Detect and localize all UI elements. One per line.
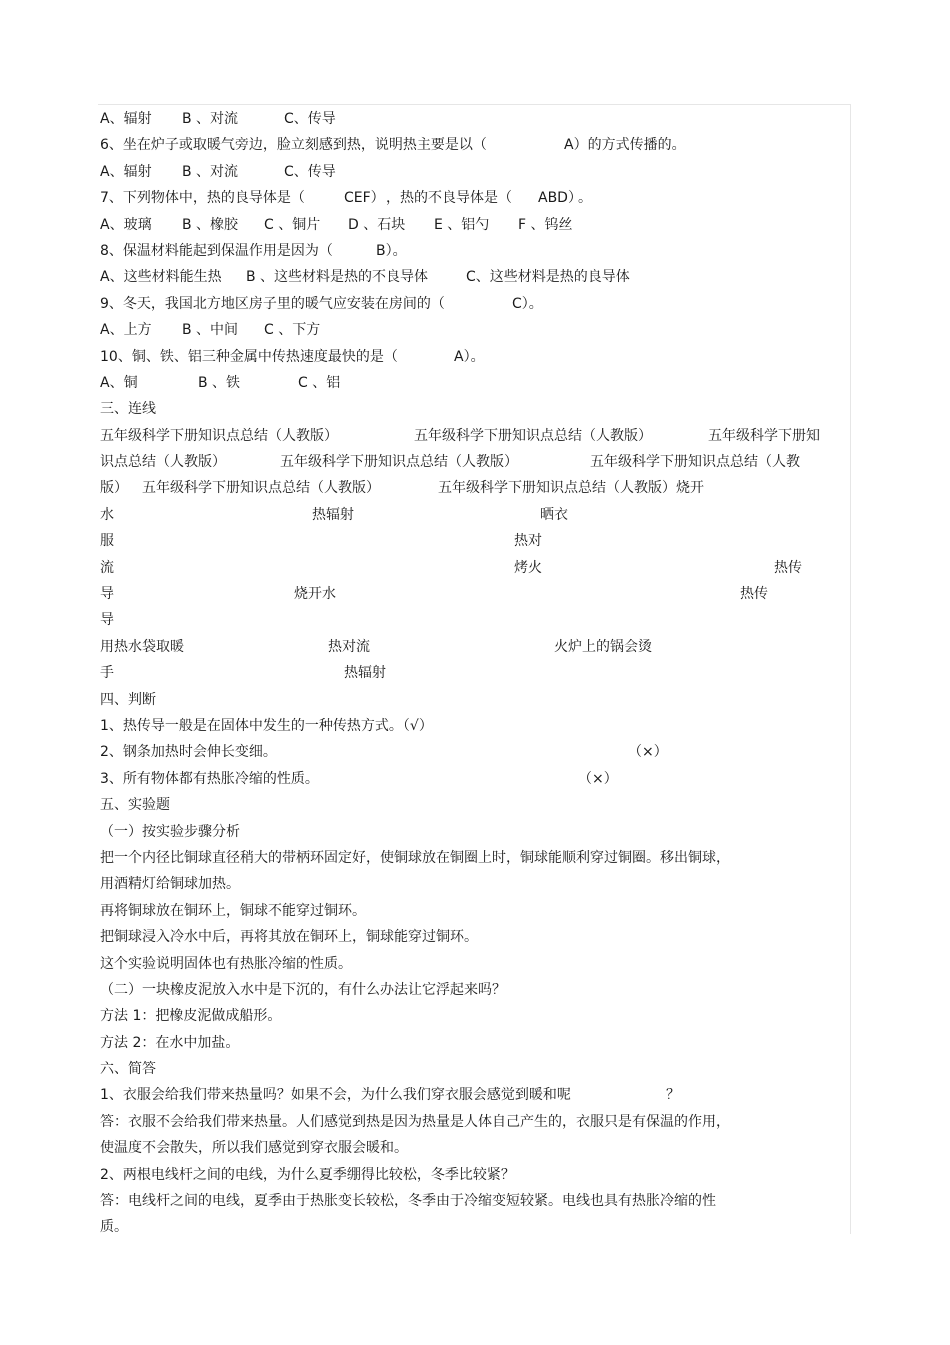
section-heading-short-answer: 六、简答 bbox=[100, 1061, 156, 1078]
short-answer-question-2: 2、两根电线杆之间的电线，为什么夏季绷得比较松，冬季比较紧？ bbox=[100, 1166, 515, 1183]
experiment-1-heading: （一）按实验步骤分析 bbox=[100, 823, 240, 840]
question-8: 8、保温材料能起到保温作用是因为（ B）。 bbox=[100, 242, 407, 259]
paragraph-line: 这个实验说明固体也有热胀冷缩的性质。 bbox=[100, 955, 352, 972]
matching-row-7: 手 热辐射 bbox=[100, 665, 386, 682]
options-q6: A、辐射 B 、对流 C、传导 bbox=[100, 163, 336, 180]
page-frame-right bbox=[850, 104, 851, 1234]
matching-row-6: 用热水袋取暖 热对流 火炉上的锅会烫 bbox=[100, 638, 652, 655]
options-q10: A、铜 B 、铁 C 、铝 bbox=[100, 374, 341, 391]
paragraph-line: 把铜球浸入冷水中后，再将其放在铜环上，铜球能穿过铜环。 bbox=[100, 929, 478, 946]
question-9: 9、冬天，我国北方地区房子里的暖气应安装在房间的（ C）。 bbox=[100, 295, 543, 312]
paragraph-line: 质。 bbox=[100, 1219, 128, 1236]
question-7: 7、下列物体中，热的良导体是（ CEF） ，热的不良导体是（ ABD） 。 bbox=[100, 190, 592, 207]
matching-row-5: 导 bbox=[100, 612, 114, 629]
matching-row-1: 水 热辐射 晒衣 bbox=[100, 506, 568, 523]
method-2: 方法 2：在水中加盐。 bbox=[100, 1034, 240, 1051]
experiment-2-heading: （二）一块橡皮泥放入水中是下沉的，有什么办法让它浮起来吗？ bbox=[100, 981, 506, 998]
paragraph-line: 答：电线杆之间的电线，夏季由于热胀变长较松，冬季由于冷缩变短较紧。电线也具有热胀冷缩的性 bbox=[100, 1193, 716, 1210]
options-q7: A、玻璃 B 、橡胶 C 、铜片 D 、石块 E 、铝勺 F 、钨丝 bbox=[100, 216, 573, 233]
section-heading-experiment: 五、实验题 bbox=[100, 797, 170, 814]
paragraph-line: 把一个内径比铜球直径稍大的带柄环固定好，使铜球放在铜圈上时，铜球能顺利穿过铜圈。移出铜球， bbox=[100, 849, 730, 866]
matching-row-2: 服 热对 bbox=[100, 533, 542, 550]
paragraph-line: 使温度不会散失，所以我们感觉到穿衣服会暖和。 bbox=[100, 1140, 408, 1157]
paragraph-line: 答：衣服不会给我们带来热量。人们感觉到热是因为热量是人体自己产生的，衣服只是有保温的作用， bbox=[100, 1113, 730, 1130]
paragraph-line: 用酒精灯给铜球加热。 bbox=[100, 876, 240, 893]
page-frame-top bbox=[98, 104, 850, 105]
repeated-title-line-2: 识点总结（人教版） 五年级科学下册知识点总结（人教版） 五年级科学下册知识点总结（人教 bbox=[100, 454, 800, 471]
section-heading-matching: 三、连线 bbox=[100, 401, 156, 418]
matching-row-3: 流 烤火 热传 bbox=[100, 559, 802, 576]
options-q9: A、上方 B 、中间 C 、下方 bbox=[100, 322, 321, 339]
options-q8: A、这些材料能生热 B 、这些材料是热的不良导体 C、这些材料是热的良导体 bbox=[100, 269, 630, 286]
question-6: 6、坐在炉子或取暖气旁边，脸立刻感到热，说明热主要是以（ A）的方式传播的。 bbox=[100, 137, 686, 154]
paragraph-line: 再将铜球放在铜环上，铜球不能穿过铜环。 bbox=[100, 902, 366, 919]
method-1: 方法 1：把橡皮泥做成船形。 bbox=[100, 1008, 282, 1025]
judgement-1: 1、热传导一般是在固体中发生的一种传热方式。（√） bbox=[100, 717, 433, 734]
options-q5: A、辐射 B 、对流 C、传导 bbox=[100, 111, 336, 127]
section-heading-judgement: 四、判断 bbox=[100, 691, 156, 708]
question-10: 10、铜、铁、铝三种金属中传热速度最快的是（ A）。 bbox=[100, 348, 485, 365]
repeated-title-line-3: 版） 五年级科学下册知识点总结（人教版） 五年级科学下册知识点总结（人教版）烧开 bbox=[100, 480, 704, 497]
repeated-title-line-1: 五年级科学下册知识点总结（人教版） 五年级科学下册知识点总结（人教版） 五年级科学下册知 bbox=[100, 427, 820, 444]
matching-row-4: 导 烧开水 热传 bbox=[100, 586, 768, 603]
document-body bbox=[100, 106, 850, 1241]
judgement-2: 2、钢条加热时会伸长变细。 （×） bbox=[100, 744, 668, 761]
judgement-3: 3、所有物体都有热胀冷缩的性质。 （×） bbox=[100, 770, 618, 787]
short-answer-question-1: 1、衣服会给我们带来热量吗？如果不会，为什么我们穿衣服会感觉到暖和呢 ？ bbox=[100, 1087, 680, 1104]
